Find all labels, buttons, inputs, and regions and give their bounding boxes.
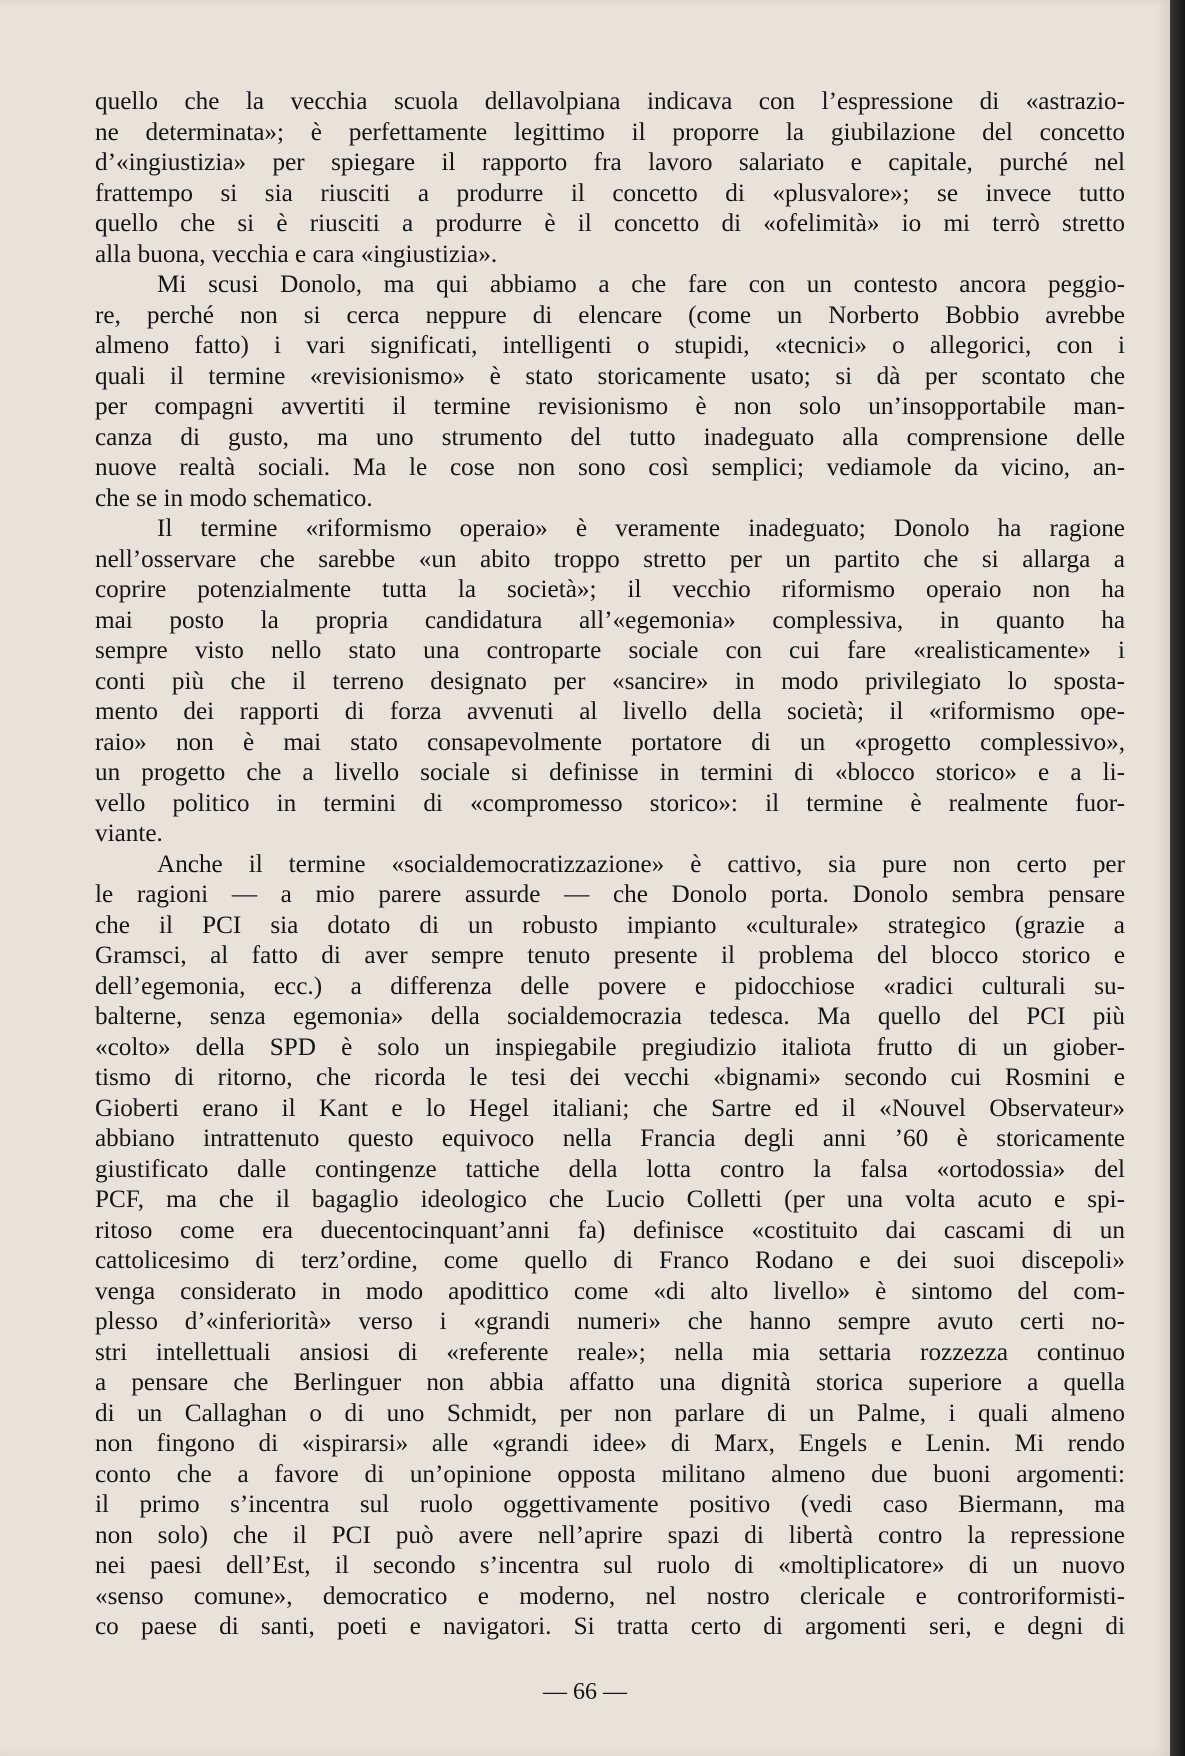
text-line: tismo di ritorno, che ricorda le tesi dei vecchi «bignami» secondo cui Rosmini e [95,1064,1125,1091]
text-line: coprire potenzialmente tutta la società»; il vecchio riformismo operaio non ha [95,576,1125,603]
paragraph [95,514,1125,850]
text-line: ne determinata»; è perfettamente legittimo il proporre la giubilazione del concetto [95,118,1125,146]
text-line: plesso d’«inferiorità» verso i «grandi numeri» che hanno sempre avuto certi no- [95,1308,1125,1335]
text-line: Il termine «riformismo operaio» è veramente inadeguato; Donolo ha ragione [157,515,1125,542]
text-line: il primo s’incentra sul ruolo oggettivamente positivo (vedi caso Biermann, ma [95,1491,1125,1518]
text-line: mento dei rapporti di forza avvenuti al livello della società; il «riformismo ope- [95,698,1125,725]
text-line: conto che a favore di un’opinione opposta militano almeno due buoni argomenti: [95,1460,1125,1488]
text-line: mai posto la propria candidatura all’«egemonia» complessiva, in quanto ha [95,606,1125,634]
text-line: Gioberti erano il Kant e lo Hegel italiani; che Sartre ed il «Nouvel Observateur» [95,1094,1125,1122]
text-line: Mi scusi Donolo, ma qui abbiamo a che fare con un contesto ancora peggio- [157,271,1125,298]
paragraph [95,270,1125,514]
text-line: balterne, senza egemonia» della socialdemocrazia tedesca. Ma quello del PCI più [95,1003,1125,1030]
text-line: alla buona, vecchia e cara «ingiustizia». [95,240,498,268]
text-line: ritoso come era duecentocinquant’anni fa) definisce «costituito dai cascami di un [95,1216,1125,1244]
text-line: Anche il termine «socialdemocratizzazione» è cattivo, sia pure non certo per [157,850,1125,878]
text-line: venga considerato in modo apodittico come «di alto livello» è sintomo del com- [95,1277,1125,1305]
text-line: quello che la vecchia scuola dellavolpiana indicava con l’espressione di «astrazio- [95,88,1125,115]
paragraph [95,87,1125,270]
text-line: d’«ingiustizia» per spiegare il rapporto fra lavoro salariato e capitale, purché nel [95,149,1125,176]
text-line: nei paesi dell’Est, il secondo s’incentra sul ruolo di «moltiplicatore» di un nuovo [95,1552,1125,1579]
text-line: re, perché non si cerca neppure di elencare (come un Norberto Bobbio avrebbe [95,301,1125,329]
text-line: abbiano intrattenuto questo equivoco nella Francia degli anni ’60 è storicamente [95,1125,1125,1152]
text-line: nell’osservare che sarebbe «un abito troppo stretto per un partito che si allarga a [95,545,1125,573]
text-line: nuove realtà sociali. Ma le cose non sono così semplici; vediamole da vicino, an- [95,454,1125,481]
text-line: sempre visto nello stato una controparte sociale con cui fare «realisticamente» i [95,637,1125,664]
text-line: conti più che il terreno designato per «sancire» in modo privilegiato lo sposta- [95,667,1125,695]
text-line: quali il termine «revisionismo» è stato storicamente usato; si dà per scontato che [95,362,1125,390]
text-line: viante. [95,820,163,847]
text-line: di un Callaghan o di uno Schmidt, per non parlare di un Palme, i quali almeno [95,1399,1125,1427]
text-line: stri intellettuali ansiosi di «referente reale»; nella mia settaria rozzezza continuo [95,1338,1125,1366]
text-line: frattempo si sia riusciti a produrre il concetto di «plusvalore»; se invece tutto [95,179,1125,207]
text-line: che se in modo schematico. [95,484,373,512]
body-text [95,87,1125,1643]
text-line: «colto» della SPD è solo un inspiegabile pregiudizio italiota frutto di un giober- [95,1033,1125,1061]
text-line: le ragioni — a mio parere assurde — che Donolo porta. Donolo sembra pensare [95,881,1125,908]
text-line: PCF, ma che il bagaglio ideologico che Lucio Colletti (per una volta acuto e spi- [95,1186,1125,1213]
text-line: per compagni avvertiti il termine revisionismo è non solo un’insopportabile man- [95,393,1125,420]
text-line: non solo) che il PCI può avere nell’aprire spazi di libertà contro la repressione [95,1521,1125,1549]
text-line: quello che si è riusciti a produrre è il concetto di «ofelimità» io mi terrò stretto [95,210,1125,237]
text-line: «senso comune», democratico e moderno, nel nostro clericale e controriformisti- [95,1582,1125,1610]
text-line: canza di gusto, ma uno strumento del tutto inadeguato alla comprensione delle [95,423,1125,451]
text-line: raio» non è mai stato consapevolmente portatore di un «progetto complessivo», [95,728,1125,756]
text-line: cattolicesimo di terz’ordine, come quello di Franco Rodano e dei suoi discepoli» [95,1247,1125,1274]
text-line: co paese di santi, poeti e navigatori. Si tratta certo di argomenti seri, e degni di [95,1613,1125,1640]
text-line: dell’egemonia, ecc.) a differenza delle povere e pidocchiose «radici culturali su- [95,972,1125,1000]
page-number: — 66 — [543,1679,627,1705]
text-line: giustificato dalle contingenze tattiche della lotta contro la falsa «ortodossia» del [95,1155,1125,1183]
text-line: non fingono di «ispirarsi» alle «grandi idee» di Marx, Engels e Lenin. Mi rendo [95,1430,1125,1457]
text-line: a pensare che Berlinguer non abbia affatto una dignità storica superiore a quella [95,1369,1125,1396]
page-edge-shadow [1170,0,1185,1756]
paragraph [95,850,1125,1643]
text-line: almeno fatto) i vari significati, intelligenti o stupidi, «tecnici» o allegorici, con i [95,332,1125,359]
text-line: un progetto che a livello sociale si definisse in termini di «blocco storico» e a li- [95,759,1125,786]
text-line: che il PCI sia dotato di un robusto impianto «culturale» strategico (grazie a [95,911,1125,939]
text-line: vello politico in termini di «compromesso storico»: il termine è realmente fuor- [95,789,1125,817]
text-line: Gramsci, al fatto di aver sempre tenuto presente il problema del blocco storico e [95,942,1125,969]
